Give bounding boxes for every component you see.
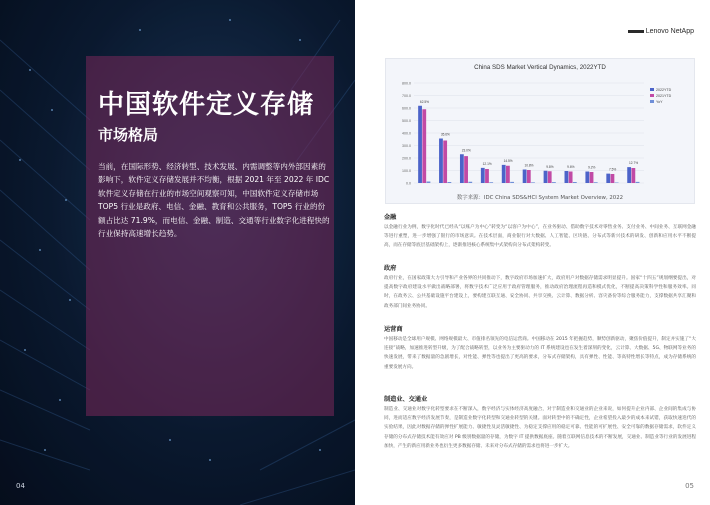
section-heading: 金融 xyxy=(384,214,397,221)
bar-2021ytd xyxy=(611,174,615,183)
bar-2021ytd xyxy=(569,172,573,184)
bar-2022ytd xyxy=(585,172,589,184)
section-body: 中国移动是全球用户规模、网络规模最大、市值排名领先的电信运营商。中国移动在 2015 年把握趋势，顺势创新驱动，聚焦价值提升，制定并实施了“大连接”战略，加速推进转型升级，为了配合战略转型，以业务为主要驱动力的 IT 系统建设也在发生着深刻的变化，云计算、大数据、5G、物联网等业务的快速发展，带来了数据量的急剧增长，对性能、弹性等也提出了更高的要求，分布式存储架构，具有弹性、性能、等高特性增长等特点，成为存储系统的重要发展方向。 xyxy=(384,337,696,370)
data-label: 9.2% xyxy=(588,165,596,170)
data-label: 9.6% xyxy=(567,165,575,169)
brand-logo xyxy=(628,28,694,35)
bar-yoy xyxy=(573,182,577,183)
page-title: 中国软件定义存储 xyxy=(98,90,315,120)
legend-entry: 2022YTD xyxy=(656,88,672,92)
section-body: 以金融行业为例，数字化时代已经从“以账户为中心”转变为“以客户为中心”，在业务驱动、借助数字技术对零售业务、支付业务、中间业务、互联网金融等进行重塑，进一步增强了银行的市场意识。在技术层面，商业银行对大数据、人工智能、区块链、分布式等新兴技术的研发、创新和应用水平不断提高，而在存储等底层基础架构上，逐渐推进核心系统集中式架构向分布式架构转变。 xyxy=(384,225,696,249)
bar-2022ytd xyxy=(418,106,422,183)
data-label: 7.5% xyxy=(609,167,617,172)
data-label: 12.7% xyxy=(629,161,639,166)
intro-paragraph: 当前，在国际形势、经济转型、技术发展、内需调整等内外部因素的影响下，软件定义存储发展并不均衡，根据 2021 年至 2022 年 IDC 软件定义存储在行业的市场空间观察可知，中国软件定义存储市场 TOP5 行业是政府、电信、金融、教育和公共服务，TOP5 行业的份额占比达 71.9%，而电信、金融、制造、交通等行业数字化进程快的行业保持高速增长趋势。 xyxy=(98,162,330,239)
legend-entry: YoY xyxy=(656,100,663,104)
bar-yoy xyxy=(489,182,493,183)
y-tick-label: 200.0 xyxy=(402,156,411,161)
bar-yoy xyxy=(427,182,431,184)
bar-2022ytd xyxy=(565,171,569,183)
data-label: 62.5% xyxy=(419,99,429,104)
data-label: 9.8% xyxy=(546,164,554,169)
bar-2021ytd xyxy=(631,168,635,183)
y-tick-label: 300.0 xyxy=(402,144,411,148)
data-label: 12.1% xyxy=(482,161,492,166)
chart-card xyxy=(385,58,695,204)
section-government xyxy=(384,263,696,311)
section-manufacturing-transport xyxy=(384,394,696,451)
bar-2021ytd xyxy=(443,141,447,184)
right-page xyxy=(355,0,710,505)
y-tick-label: 700.0 xyxy=(402,94,411,98)
y-tick-label: 400.0 xyxy=(402,131,411,136)
page-subtitle: 市场格局 xyxy=(98,126,159,144)
section-heading: 政府 xyxy=(384,265,397,272)
bar-yoy xyxy=(615,183,619,184)
bar-yoy xyxy=(552,182,556,183)
legend-entry: 2021YTD xyxy=(656,94,672,98)
bar-yoy xyxy=(468,182,472,183)
legend-swatch xyxy=(650,100,654,103)
bar-2021ytd xyxy=(548,171,552,183)
legend-swatch xyxy=(650,88,654,91)
y-tick-label: 600.0 xyxy=(402,106,411,111)
section-telecom xyxy=(384,324,696,372)
bar-2021ytd xyxy=(485,169,489,183)
bar-2022ytd xyxy=(627,167,631,183)
section-heading: 运营商 xyxy=(384,326,403,333)
section-heading: 制造业、交通业 xyxy=(384,396,428,403)
bar-2021ytd xyxy=(464,156,468,183)
data-label: 10.8% xyxy=(524,163,534,168)
bar-2022ytd xyxy=(460,154,464,183)
y-tick-label: 800.0 xyxy=(402,81,411,86)
bar-2021ytd xyxy=(590,172,594,183)
brand-bar-icon xyxy=(628,30,644,33)
bar-chart xyxy=(386,59,696,191)
data-label: 23.0% xyxy=(461,148,471,153)
bar-2022ytd xyxy=(439,139,443,184)
page-number-left: 04 xyxy=(16,482,25,490)
bar-yoy xyxy=(531,182,535,183)
bar-yoy xyxy=(447,182,451,183)
bar-yoy xyxy=(594,182,598,183)
bar-2022ytd xyxy=(502,165,506,183)
bar-2022ytd xyxy=(606,174,610,183)
y-tick-label: 500.0 xyxy=(402,119,411,123)
section-body: 制造业、交通业对数字化转型要求在不断深入，数字经济与实体经济高度融合，对于制造业和交通业的企业来说，如何提升企业内部、企业间的集成与协同，进而适应数字经济发展节奏，是制造业数字化转型和交通业转型的关键。面对转型中的不确定性，企业希望投入最少的成本来试错，获取快速迭代的实验结果，因此对数据存储的弹性扩展能力、敏捷性及灵活敏捷性、为稳定支撑应用的稳定可靠、性能的可扩展性、安全可靠的数据存储需求，软件定义存储的分布式存储技术能有效应对 PB 级别数据量的存储，为数字 IT 提供数据底座。随着互联网信息技术的不断发展，交通业、制造业等行业的发展进程加快，产生的新应用新业务也衍生更多数据存储、未来对分布式存储的需求也将进一步扩大。 xyxy=(384,407,696,449)
bar-2021ytd xyxy=(527,170,531,183)
bar-2021ytd xyxy=(506,166,510,183)
y-tick-label: 100.0 xyxy=(402,169,411,173)
chart-source-caption: 数字来源：IDC China SDS&HCI System Market Overview, 2022 xyxy=(456,195,624,201)
y-tick-label: 0.0 xyxy=(406,181,411,186)
bar-yoy xyxy=(510,182,514,183)
bar-2022ytd xyxy=(481,168,485,183)
bar-2021ytd xyxy=(422,109,426,183)
bar-yoy xyxy=(636,182,640,183)
brand-name: Lenovo NetApp xyxy=(645,28,694,35)
data-label: 35.6% xyxy=(440,132,450,137)
page-number-right: 05 xyxy=(685,482,694,490)
bar-2022ytd xyxy=(523,170,527,184)
section-body: 政府行业，在国家政策大力引导和产业各界的共同推动下，数字政府市场加速扩大，政府用户对数据存储需求明显提升。国家“十四五”规划纲要提出，对提高数字政府建设水平做出战略部署，将数字技术广泛应用于政府管理服务，推动政府治理流程再造和模式优化，不断提高决策科学性和服务效率。同时，在政务云、公共基础设施平台建设上，要构建互联互通、安全协同、共享交换、云计算、数据分析、容灾备份等综合服务能力，支撑数据共享汇聚和政务部门间业务协同。 xyxy=(384,276,696,309)
legend-swatch xyxy=(650,94,654,97)
data-label: 14.5% xyxy=(503,158,513,163)
chart-title: China SDS Market Vertical Dynamics, 2022YTD xyxy=(474,64,606,71)
section-finance xyxy=(384,212,696,251)
bar-2022ytd xyxy=(544,171,548,183)
